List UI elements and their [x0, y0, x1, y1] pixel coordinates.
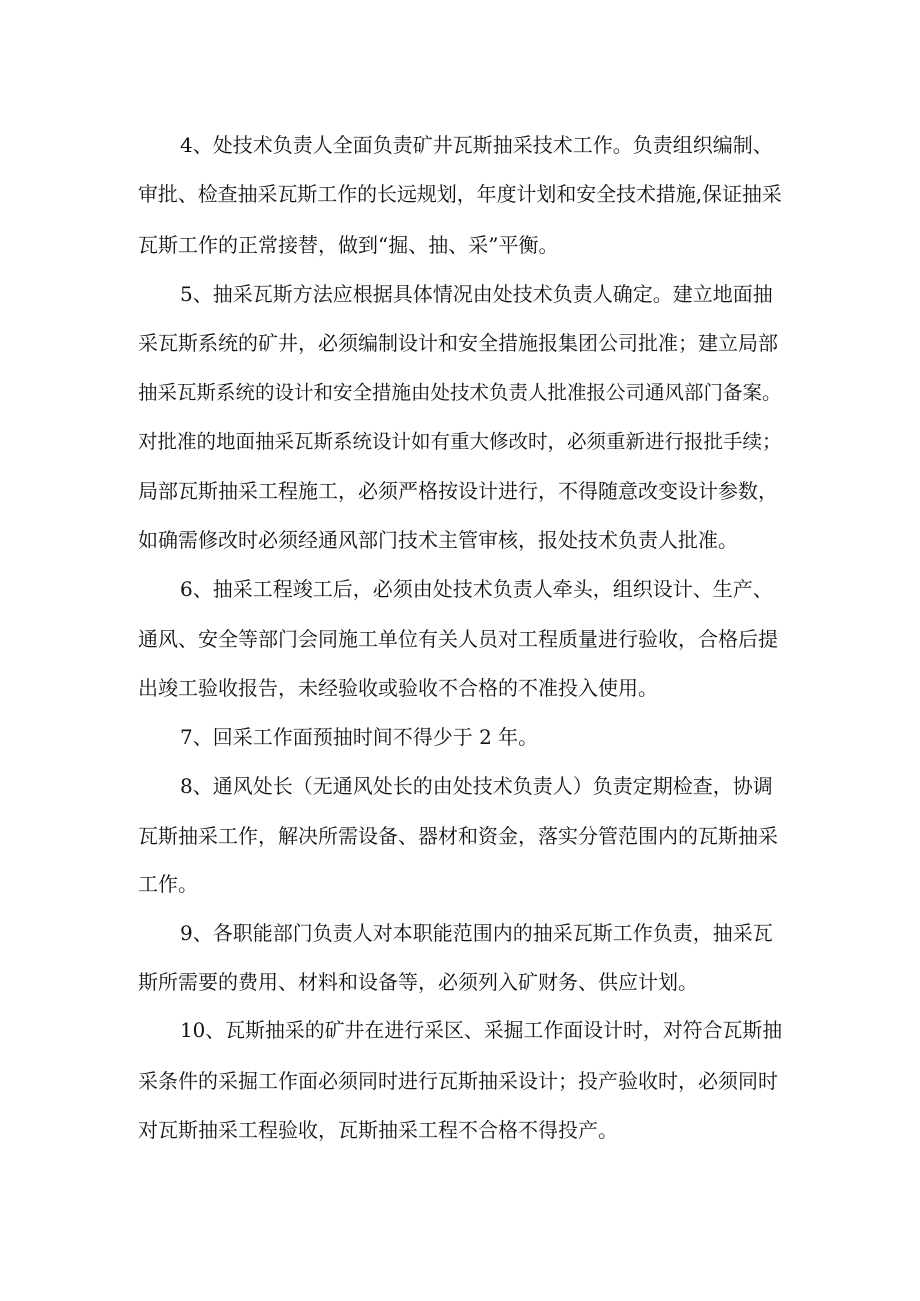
p5-line-1: 8、通风处长（无通风处长的由处技术负责人）负责定期检查，协调: [180, 774, 773, 798]
p1-line-1: 4、处技术负责人全面负责矿井瓦斯抽采技术工作。负责组织编制、: [180, 133, 773, 157]
p4-line-1: 7、回采工作面预抽时间不得少于 2 年。: [180, 725, 539, 749]
p5-line-3: 工作。: [138, 872, 198, 896]
p5-line-2: 瓦斯抽采工作，解决所需设备、器材和资金，落实分管范围内的瓦斯抽采: [138, 824, 778, 848]
p2-line-3: 抽采瓦斯系统的设计和安全措施由处技术负责人批准报公司通风部门备案。: [138, 381, 782, 404]
p2-line-5: 局部瓦斯抽采工程施工，必须严格按设计进行，不得随意改变设计参数，: [138, 479, 778, 503]
p2-line-1: 5、抽采瓦斯方法应根据具体情况由处技术负责人确定。建立地面抽: [180, 282, 773, 306]
p2-line-2: 采瓦斯系统的矿井，必须编制设计和安全措施报集团公司批准；建立局部: [138, 331, 778, 355]
p7-line-3: 对瓦斯抽采工程验收，瓦斯抽采工程不合格不得投产。: [138, 1118, 618, 1142]
p1-line-2: 审批、检查抽采瓦斯工作的长远规划，年度计划和安全技术措施,保证抽采: [138, 183, 782, 206]
p3-line-3: 出竣工验收报告，未经验收或验收不合格的不准投入使用。: [138, 676, 658, 700]
p2-line-4: 对批准的地面抽采瓦斯系统设计如有重大修改时，必须重新进行报批手续；: [138, 430, 782, 453]
p1-line-3: 瓦斯工作的正常接替，做到“掘、抽、采”平衡。: [138, 233, 559, 257]
p2-line-6: 如确需修改时必须经通风部门技术主管审核，报处技术负责人批准。: [138, 528, 738, 552]
p6-line-2: 斯所需要的费用、材料和设备等，必须列入矿财务、供应计划。: [138, 970, 698, 994]
p7-line-1: 10、瓦斯抽采的矿井在进行采区、采掘工作面设计时，对符合瓦斯抽: [180, 1019, 783, 1042]
p7-line-2: 采条件的采掘工作面必须同时进行瓦斯抽采设计；投产验收时，必须同时: [138, 1069, 778, 1093]
p6-line-1: 9、各职能部门负责人对本职能范围内的抽采瓦斯工作负责，抽采瓦: [180, 921, 773, 945]
p3-line-1: 6、抽采工程竣工后，必须由处技术负责人牵头，组织设计、生产、: [180, 577, 773, 601]
p3-line-2: 通风、安全等部门会同施工单位有关人员对工程质量进行验收，合格后提: [138, 627, 778, 651]
